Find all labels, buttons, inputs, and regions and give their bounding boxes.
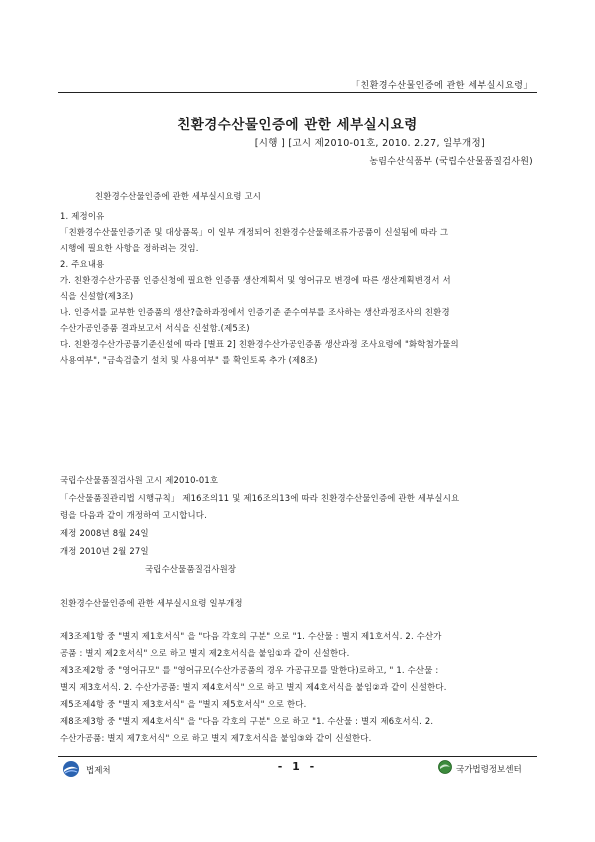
section-2-item-b-line-1: 나. 인증서를 교부한 인증품의 생산?출하과정에서 인증기준 준수여부를 조사하는 생산과정조사의 친환경 xyxy=(60,307,450,317)
notice-title: 친환경수산물인증에 관한 세부실시요령 고시 xyxy=(95,191,262,201)
running-header: 「친환경수산물인증에 관한 세부실시요령」 xyxy=(350,81,533,91)
section-1-line-1: 「친환경수산물인증기준 및 대상품목」이 일부 개정되어 친환경수산물해조류가공품이 신설됨에 따라 그 xyxy=(60,227,449,237)
change-4-line-2: 수산가공품: 별지 제7호서식" 으로 하고 별지 제7호서식을 붙임③와 같이 신설한다. xyxy=(60,733,372,743)
signatory: 국립수산물품질검사원장 xyxy=(145,564,237,574)
change-1-line-2: 공품 : 별지 제2호서식" 으로 하고 별지 제2호서식을 붙임①과 같이 신설한다. xyxy=(60,648,350,658)
section-2-item-a-line-2: 식을 신설함(제3조) xyxy=(60,291,134,301)
partial-revision-title: 친환경수산물인증에 관한 세부실시요령 일부개정 xyxy=(60,598,243,608)
change-4-line-1: 제8조제3항 중 "별지 제4호서식" 을 "다음 각호의 구분" 으로 하고 "1. 수산물 : 별지 제6호서식. 2. xyxy=(60,716,434,726)
change-1-line-1: 제3조제1항 중 "별지 제1호서식" 을 "다음 각호의 구분" 으로 "1. 수산물 : 별지 제1호서식. 2. 수산가 xyxy=(60,631,442,641)
document-title: 친환경수산물인증에 관한 세부실시요령 xyxy=(177,117,418,133)
section-1-heading: 1. 제정이유 xyxy=(60,211,105,221)
notice-number: 국립수산물품질검사원 고시 제2010-01호 xyxy=(60,475,219,485)
legal-basis-line-2: 령을 다음과 같이 개정하여 고시합니다. xyxy=(60,510,207,520)
section-2-item-a-line-1: 가. 친환경수산가공품 인증신청에 필요한 인증품 생산계획서 및 영어규모 변경에 따른 생산계획변경서 서 xyxy=(60,275,451,285)
section-2-item-c-line-1: 다. 친환경수산가공품기준신설에 따라 [별표 2] 친환경수산가공인증품 생산과정 조사요령에 "화학첨가물의 xyxy=(60,339,459,349)
enacted-date: 제정 2008년 8월 24일 xyxy=(60,528,149,538)
document-subtitle: [시행 ] [고시 제2010-01호, 2010. 2.27, 일부개정] xyxy=(254,138,485,149)
footer-left-label: 법제처 xyxy=(86,766,111,776)
section-2-item-b-line-2: 수산가공인증품 결과보고서 서식을 신설함.(제5조) xyxy=(60,323,250,333)
header-rule xyxy=(58,92,537,93)
change-2-line-2: 별지 제3호서식. 2. 수산가공품: 별지 제4호서식" 으로 하고 별지 제4호서식을 붙임②과 같이 신설한다. xyxy=(60,682,447,692)
section-1-line-2: 시행에 필요한 사항을 정하려는 것임. xyxy=(60,243,199,253)
legal-basis-line-1: 「수산물품질관리법 시행규칙」 제16조의11 및 제16조의13에 따라 친환경수산물인증에 관한 세부실시요 xyxy=(60,493,460,503)
law-info-center-logo-icon xyxy=(438,760,452,774)
document-agency: 농림수산식품부 (국립수산물품질검사원) xyxy=(369,157,533,167)
page-number: - 1 - xyxy=(277,760,318,773)
section-2-heading: 2. 주요내용 xyxy=(60,259,105,269)
revised-date: 개정 2010년 2월 27일 xyxy=(60,546,149,556)
change-2-line-1: 제3조제2항 중 "영어규모" 를 "영어규모(수산가공품의 경우 가공규모를 말한다)로하고, " 1. 수산물 : xyxy=(60,665,439,675)
footer-rule xyxy=(58,756,537,757)
footer-right-label: 국가법령정보센터 xyxy=(456,765,522,775)
section-2-item-c-line-2: 사용여부", "금속검출기 설치 및 사용여부" 를 확인토록 추가 (제8조) xyxy=(60,355,318,365)
change-3: 제5조제4항 중 "별지 제3호서식" 을 "별지 제5호서식" 으로 한다. xyxy=(60,699,307,709)
